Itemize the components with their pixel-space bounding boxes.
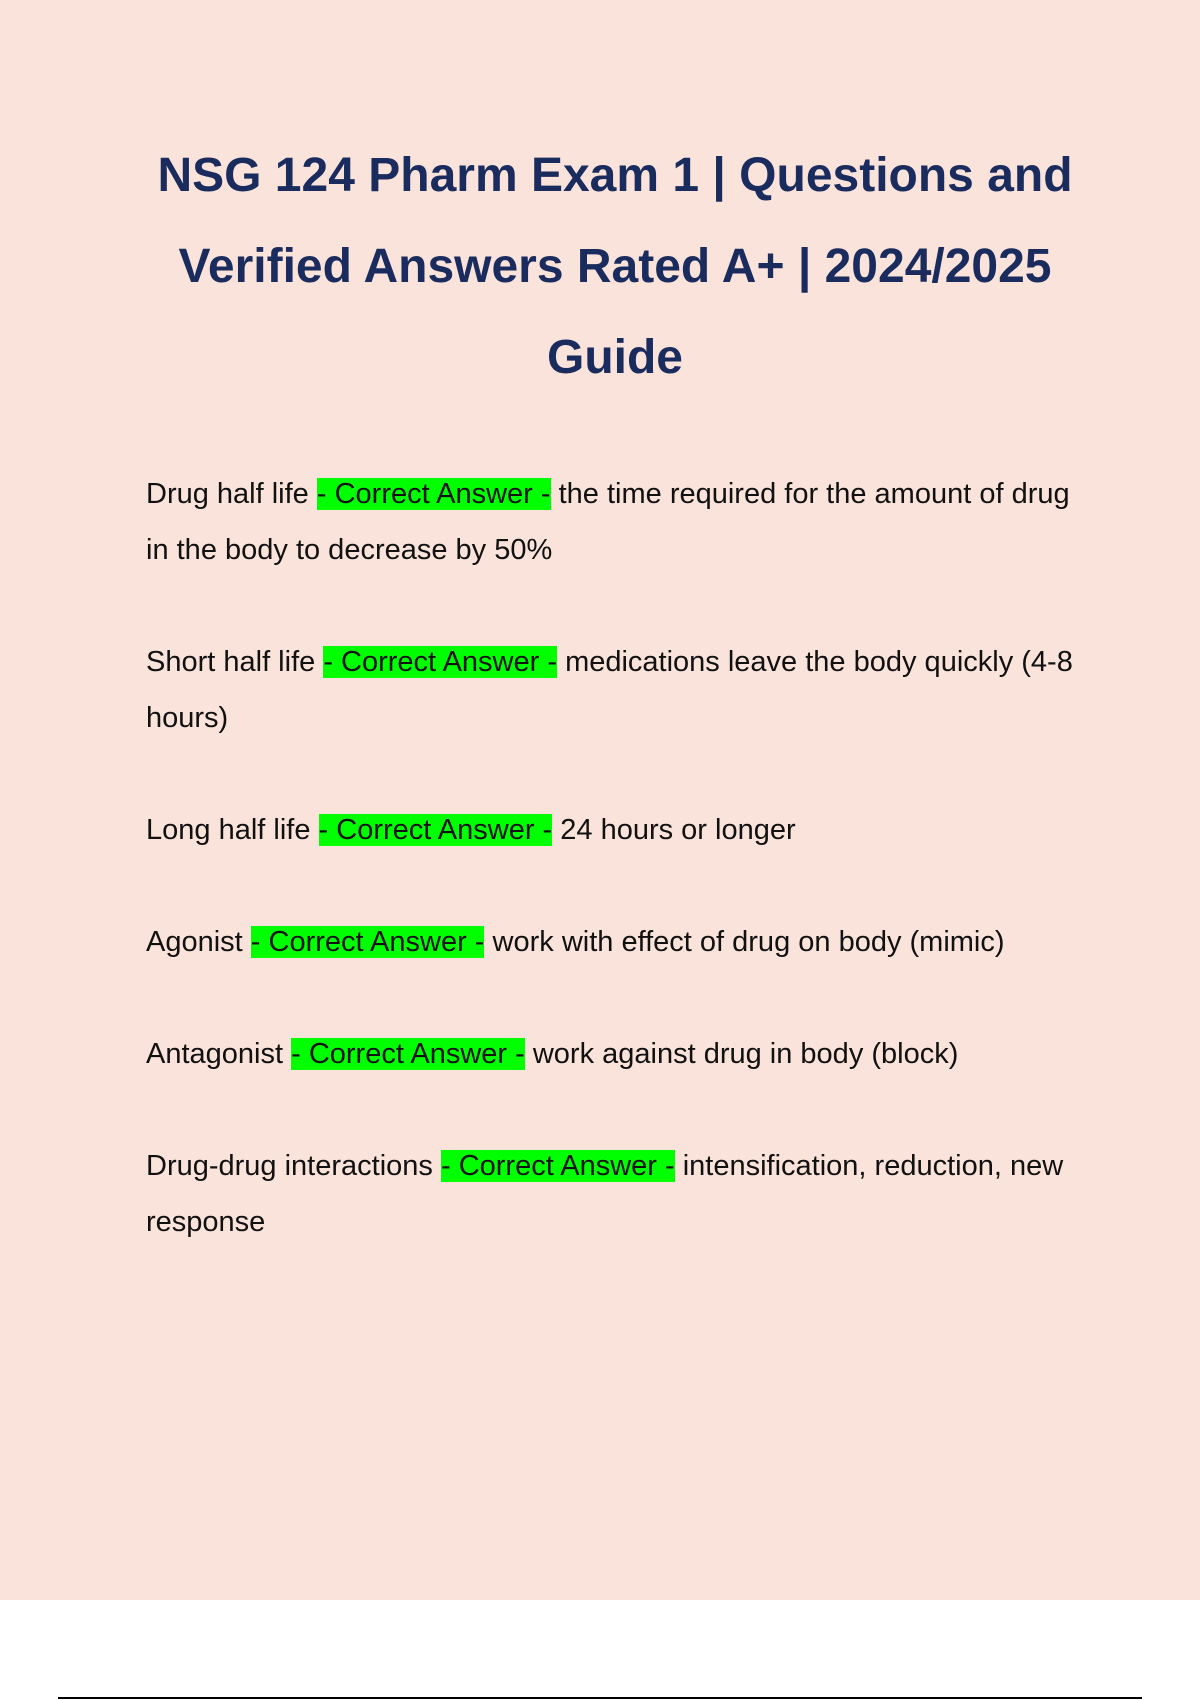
correct-answer-marker: - Correct Answer -: [318, 814, 553, 846]
qa-item-agonist: [146, 914, 1086, 970]
correct-answer-marker: - Correct Answer -: [316, 478, 551, 510]
question-text: Short half life: [146, 646, 316, 678]
question-text: Agonist: [146, 926, 243, 958]
document-title: NSG 124 Pharm Exam 1 | Questions and Verified Answers Rated A+ | 2024/2025 Guide: [157, 149, 1073, 384]
qa-item-drug-half-life: [146, 466, 1086, 578]
correct-answer-marker: - Correct Answer -: [323, 646, 557, 678]
question-text: Drug half life: [146, 478, 309, 510]
correct-answer-marker: - Correct Answer -: [440, 1150, 675, 1182]
qa-item-drug-drug-interactions: [146, 1138, 1086, 1250]
answer-text: work with effect of drug on body (mimic): [492, 926, 1005, 958]
question-text: Drug-drug interactions: [146, 1150, 433, 1182]
footer-rule: [58, 1697, 1142, 1699]
answer-text: 24 hours or longer: [560, 814, 796, 846]
qa-item-antagonist: [146, 1026, 1086, 1082]
qa-list: [146, 466, 1086, 1306]
answer-text: the time required for the amount of drug in the body to decrease by 50%: [146, 478, 1070, 566]
qa-item-short-half-life: [146, 634, 1086, 746]
answer-text: intensification, reduction, new response: [146, 1150, 1064, 1238]
correct-answer-marker: - Correct Answer -: [291, 1038, 525, 1070]
answer-text: medications leave the body quickly (4-8 hours): [146, 646, 1073, 734]
answer-text: work against drug in body (block): [532, 1038, 959, 1070]
question-text: Antagonist: [146, 1038, 284, 1070]
qa-item-long-half-life: [146, 802, 1086, 858]
question-text: Long half life: [146, 814, 311, 846]
correct-answer-marker: - Correct Answer -: [250, 926, 485, 958]
